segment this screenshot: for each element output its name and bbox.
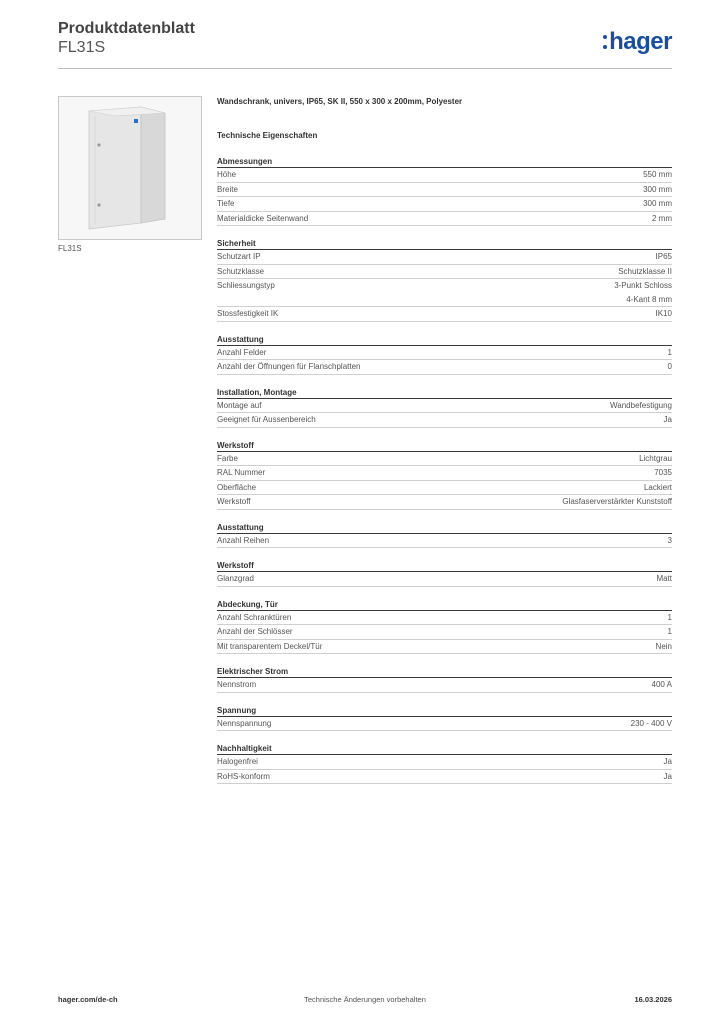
section-title: Sicherheit xyxy=(217,238,672,250)
spec-label: Schutzart IP xyxy=(217,252,261,261)
spec-row xyxy=(217,183,672,198)
section-title: Ausstattung xyxy=(217,522,672,534)
spec-label: Halogenfrei xyxy=(217,757,258,766)
spec-row xyxy=(217,452,672,467)
spec-row xyxy=(217,640,672,655)
spec-section xyxy=(217,666,672,693)
tech-properties-heading: Technische Eigenschaften xyxy=(217,131,318,140)
spec-label: Nennspannung xyxy=(217,718,272,728)
spec-row xyxy=(217,495,672,510)
spec-label: Oberfläche xyxy=(217,482,257,492)
spec-label: Nennstrom xyxy=(217,680,257,689)
spec-row xyxy=(217,265,672,280)
spec-value: 550 mm xyxy=(643,170,672,179)
image-caption: FL31S xyxy=(58,244,82,253)
spec-value: 1 xyxy=(667,612,672,622)
spec-label: Montage auf xyxy=(217,400,262,410)
spec-row xyxy=(217,413,672,428)
spec-value: 1 xyxy=(667,347,672,357)
spec-row xyxy=(217,360,672,375)
spec-section xyxy=(217,156,672,226)
spec-value: 3-Punkt Schloss 4-Kant 8 mm xyxy=(614,281,672,304)
spec-sections xyxy=(217,156,672,784)
spec-row xyxy=(217,534,672,549)
spec-value: 1 xyxy=(667,627,672,636)
spec-row xyxy=(217,279,672,307)
spec-value: 2 mm xyxy=(652,213,672,223)
spec-section xyxy=(217,705,672,732)
section-title: Abmessungen xyxy=(217,156,672,168)
spec-value: Lichtgrau xyxy=(639,453,672,463)
spec-section xyxy=(217,387,672,428)
spec-content xyxy=(217,96,672,784)
spec-label: Anzahl der Öffnungen für Flanschplatten xyxy=(217,362,361,371)
spec-section xyxy=(217,560,672,587)
section-title: Werkstoff xyxy=(217,440,672,452)
spec-label: RAL Nummer xyxy=(217,468,266,477)
spec-label: Materialdicke Seitenwand xyxy=(217,213,309,223)
spec-row xyxy=(217,212,672,227)
spec-value: Wandbefestigung xyxy=(610,400,672,410)
spec-row xyxy=(217,755,672,770)
spec-value: IP65 xyxy=(655,252,672,261)
spec-row xyxy=(217,307,672,322)
section-title: Ausstattung xyxy=(217,334,672,346)
spec-value: Nein xyxy=(655,641,672,651)
spec-value: Schutzklasse II xyxy=(618,266,672,276)
spec-value: 300 mm xyxy=(643,184,672,194)
product-description: Wandschrank, univers, IP65, SK II, 550 x 300 x 200mm, Polyester xyxy=(217,97,463,106)
page-header xyxy=(58,20,672,68)
spec-row xyxy=(217,466,672,481)
spec-label: Anzahl der Schlösser xyxy=(217,627,293,636)
spec-label: Tiefe xyxy=(217,199,235,208)
spec-row xyxy=(217,572,672,587)
logo-text: hager xyxy=(609,28,672,55)
spec-row xyxy=(217,625,672,640)
spec-row xyxy=(217,611,672,626)
spec-label: Schutzklasse xyxy=(217,266,265,276)
section-title: Installation, Montage xyxy=(217,387,672,399)
spec-value: Glasfaserverstärkter Kunststoff xyxy=(562,497,672,506)
spec-label: Höhe xyxy=(217,170,237,179)
spec-row xyxy=(217,481,672,496)
cabinet-illustration xyxy=(59,97,201,239)
hager-logo xyxy=(603,28,672,56)
spec-label: Anzahl Felder xyxy=(217,347,267,357)
spec-section xyxy=(217,334,672,375)
spec-row xyxy=(217,168,672,183)
spec-section xyxy=(217,599,672,655)
spec-value: Ja xyxy=(663,771,672,781)
spec-label: Geeignet für Aussenbereich xyxy=(217,415,316,424)
spec-section xyxy=(217,522,672,549)
spec-value: Lackiert xyxy=(643,482,672,492)
section-title: Abdeckung, Tür xyxy=(217,599,672,611)
spec-label: Schliessungstyp xyxy=(217,281,275,290)
spec-row xyxy=(217,197,672,212)
product-image xyxy=(58,96,202,240)
spec-row xyxy=(217,770,672,785)
spec-row xyxy=(217,250,672,265)
article-number: FL31S xyxy=(58,39,106,56)
spec-label: Glanzgrad xyxy=(217,574,254,583)
spec-value: 3 xyxy=(667,535,672,545)
spec-label: RoHS-konform xyxy=(217,771,270,781)
spec-value: 0 xyxy=(667,362,672,371)
spec-row xyxy=(217,399,672,414)
spec-row xyxy=(217,717,672,732)
section-title: Nachhaltigkeit xyxy=(217,743,672,755)
spec-section xyxy=(217,238,672,322)
footer-disclaimer: Technische Änderungen vorbehalten xyxy=(304,995,426,1004)
spec-label: Werkstoff xyxy=(217,497,251,506)
section-title: Elektrischer Strom xyxy=(217,666,672,678)
footer-website: hager.com/de-ch xyxy=(58,995,118,1004)
spec-label: Anzahl Schranktüren xyxy=(217,612,292,622)
spec-label: Mit transparentem Deckel/Tür xyxy=(217,641,323,651)
spec-row xyxy=(217,346,672,361)
spec-value: Ja xyxy=(663,757,672,766)
section-title: Werkstoff xyxy=(217,560,672,572)
spec-section xyxy=(217,440,672,510)
spec-label: Breite xyxy=(217,184,238,194)
spec-value: Matt xyxy=(656,574,672,583)
spec-section xyxy=(217,743,672,784)
spec-value: 300 mm xyxy=(643,199,672,208)
footer-date: 16.03.2026 xyxy=(634,995,672,1004)
section-title: Spannung xyxy=(217,705,672,717)
spec-value: IK10 xyxy=(655,309,672,318)
logo-dots-icon xyxy=(603,35,607,49)
header-divider xyxy=(58,68,672,69)
spec-value: 7035 xyxy=(654,468,672,477)
spec-row xyxy=(217,678,672,693)
spec-value: 400 A xyxy=(651,680,672,689)
spec-label: Stossfestigkeit IK xyxy=(217,309,279,318)
spec-label: Farbe xyxy=(217,453,238,463)
spec-label: Anzahl Reihen xyxy=(217,535,270,545)
page-footer xyxy=(58,995,672,1007)
spec-value: Ja xyxy=(663,415,672,424)
document-title: Produktdatenblatt xyxy=(58,20,195,37)
spec-value: 230 - 400 V xyxy=(630,718,672,728)
